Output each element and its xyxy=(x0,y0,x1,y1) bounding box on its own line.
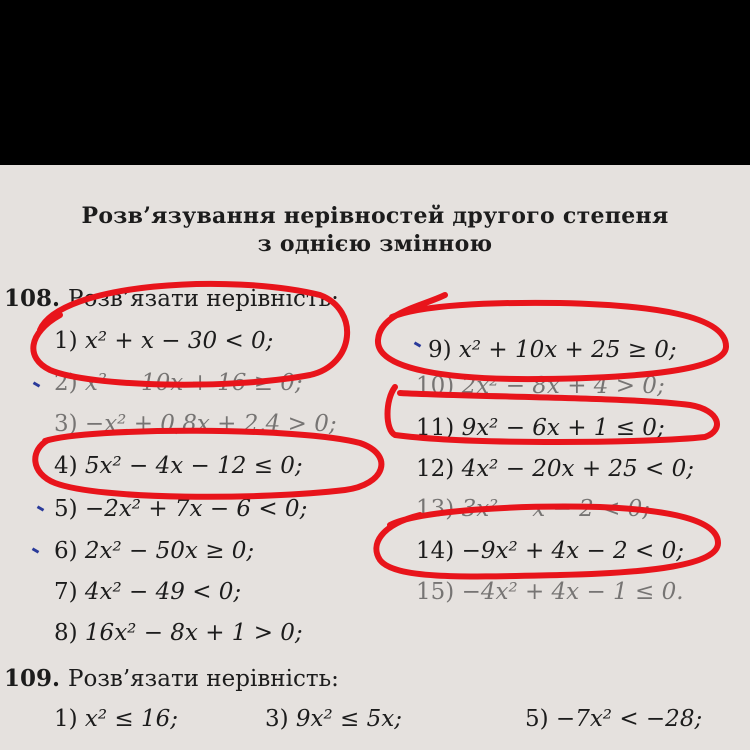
exercise-14: 14) −9x² + 4x − 2 < 0; xyxy=(416,538,684,564)
problem-number: 109. xyxy=(4,665,61,692)
pen-tick-mark xyxy=(37,505,45,511)
exercise-12: 12) 4x² − 20x + 25 < 0; xyxy=(416,456,694,482)
problem-instruction: Розв’язати нерівність: xyxy=(68,666,339,692)
exercise-1: 1) x² + x − 30 < 0; xyxy=(54,328,274,354)
pen-tick-mark xyxy=(414,341,422,347)
exercise-8: 8) 16x² − 8x + 1 > 0; xyxy=(54,620,303,646)
problem-108-header xyxy=(4,285,339,312)
exercise-109-5: 5) −7x² < −28; xyxy=(525,706,703,732)
section-heading-line-1: Розв’язування нерівностей другого степеня xyxy=(81,203,669,229)
exercise-109-1: 1) x² ≤ 16; xyxy=(54,706,179,732)
pen-tick-mark xyxy=(32,547,40,553)
exercise-10: 10) 2x² − 8x + 4 > 0; xyxy=(416,373,665,399)
exercise-109-3: 3) 9x² ≤ 5x; xyxy=(265,706,402,732)
textbook-page xyxy=(0,165,750,750)
exercise-11: 11) 9x² − 6x + 1 ≤ 0; xyxy=(416,415,665,441)
exercise-15: 15) −4x² + 4x − 1 ≤ 0. xyxy=(416,579,684,605)
exercise-2: 2) x² − 10x + 16 ≥ 0; xyxy=(54,370,303,396)
exercise-3: 3) −x² + 0,8x + 2,4 > 0; xyxy=(54,411,337,437)
exercise-4: 4) 5x² − 4x − 12 ≤ 0; xyxy=(54,453,303,479)
exercise-7: 7) 4x² − 49 < 0; xyxy=(54,579,242,605)
exercise-6: 6) 2x² − 50x ≥ 0; xyxy=(54,538,255,564)
section-heading-line-2: з однією змінною xyxy=(257,231,493,257)
exercise-9: 9) x² + 10x + 25 ≥ 0; xyxy=(428,337,677,363)
problem-instruction: Розв’язати нерівність: xyxy=(68,286,339,312)
problem-109-header xyxy=(4,665,339,692)
problem-number: 108. xyxy=(4,285,61,312)
pen-tick-mark xyxy=(33,381,41,387)
exercise-5: 5) −2x² + 7x − 6 < 0; xyxy=(54,496,308,522)
exercise-13: 13) 3x² − x − 2 < 0; xyxy=(416,496,651,522)
